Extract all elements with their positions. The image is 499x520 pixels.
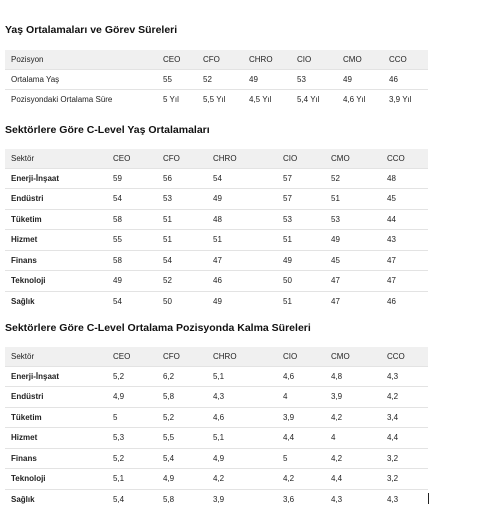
- table-cell: 5: [113, 412, 118, 422]
- table-cell: 49: [213, 194, 222, 204]
- table-cell: 3,9: [213, 495, 225, 504]
- table-cell: 5,4: [113, 495, 125, 504]
- table-cell: 5,5: [163, 433, 175, 443]
- table-cell: 4,4: [331, 474, 343, 484]
- row-label: Endüstri: [11, 392, 44, 402]
- section-title-age-and-tenure: Yaş Ortalamaları ve Görev Süreleri: [5, 24, 178, 36]
- table-cell: 51: [163, 235, 172, 245]
- column-header: CMO: [331, 351, 350, 361]
- table-row: [5, 250, 428, 271]
- table-cell: 3,9: [283, 412, 295, 422]
- table-header-row: [5, 149, 428, 168]
- column-header: CFO: [163, 351, 180, 361]
- table-cell: 47: [387, 255, 396, 265]
- sector-age-table: [5, 149, 428, 312]
- table-cell: 5,4: [163, 453, 175, 463]
- table-cell: 51: [283, 235, 292, 245]
- column-header: CCO: [387, 153, 405, 163]
- table-cell: 4,3: [387, 371, 399, 381]
- age-tenure-table: [5, 50, 428, 109]
- column-header: CEO: [113, 351, 131, 361]
- table-row: [5, 168, 428, 189]
- column-header: CCO: [389, 54, 407, 64]
- table-cell: 4,9: [113, 392, 125, 402]
- table-cell: 48: [387, 173, 396, 183]
- table-cell: 52: [331, 173, 340, 183]
- table-cell: 46: [387, 297, 396, 306]
- table-cell: 5 Yıl: [163, 94, 179, 104]
- table-cell: 53: [297, 74, 306, 84]
- row-label: Pozisyondaki Ortalama Süre: [11, 94, 113, 104]
- row-label: Endüstri: [11, 194, 44, 204]
- table-cell: 47: [331, 297, 340, 306]
- table-cell: 4,9: [213, 453, 225, 463]
- table-cell: 3,2: [387, 453, 399, 463]
- table-cell: 4,3: [331, 495, 343, 504]
- table-row: [5, 448, 428, 469]
- table-cell: 5,1: [213, 433, 225, 443]
- table-cell: 4: [283, 392, 288, 402]
- table-row: [5, 428, 428, 449]
- section-title-sector-tenure: Sektörlere Göre C-Level Ortalama Pozisyonda Kalma Süreleri: [5, 322, 311, 334]
- sector-tenure-table: [5, 347, 428, 510]
- column-header: CIO: [283, 351, 298, 361]
- table-cell: 3,9 Yıl: [389, 94, 412, 104]
- table-cell: 4,3: [213, 392, 225, 402]
- table-cell: 57: [283, 194, 292, 204]
- table-cell: 5: [283, 453, 288, 463]
- table-cell: 44: [387, 214, 396, 224]
- column-header: CMO: [343, 54, 362, 64]
- table-cell: 50: [283, 276, 292, 286]
- table-cell: 47: [387, 276, 396, 286]
- table-cell: 3,4: [387, 412, 399, 422]
- table-cell: 43: [387, 235, 396, 245]
- table-cell: 51: [331, 194, 340, 204]
- text-cursor: [428, 493, 429, 504]
- table-cell: 54: [113, 194, 122, 204]
- row-label: Finans: [11, 453, 37, 463]
- table-cell: 4,3: [387, 495, 399, 504]
- table-cell: 51: [213, 235, 222, 245]
- table-row: [5, 89, 428, 109]
- table-row: [5, 387, 428, 408]
- table-cell: 47: [331, 276, 340, 286]
- table-cell: 5,5 Yıl: [203, 94, 226, 104]
- row-label: Sağlık: [11, 495, 35, 504]
- table-cell: 3,6: [283, 495, 295, 504]
- table-cell: 5,3: [113, 433, 125, 443]
- row-label: Hizmet: [11, 433, 38, 443]
- column-header: Pozisyon: [11, 54, 44, 64]
- column-header: CIO: [283, 153, 298, 163]
- table-cell: 4,2: [331, 412, 343, 422]
- column-header: Sektör: [11, 153, 35, 163]
- table-cell: 57: [283, 173, 292, 183]
- table-cell: 51: [163, 214, 172, 224]
- column-header: CEO: [113, 153, 131, 163]
- table-cell: 55: [163, 74, 172, 84]
- table-row: [5, 271, 428, 292]
- table-cell: 49: [343, 74, 352, 84]
- table-cell: 52: [163, 276, 172, 286]
- table-cell: 49: [331, 235, 340, 245]
- table-cell: 54: [163, 255, 172, 265]
- table-cell: 4,2: [213, 474, 225, 484]
- column-header: CHRO: [213, 351, 237, 361]
- table-row: [5, 366, 428, 387]
- table-row: [5, 189, 428, 210]
- table-cell: 4,4: [283, 433, 295, 443]
- row-label: Finans: [11, 255, 37, 265]
- table-row: [5, 230, 428, 251]
- table-row: [5, 469, 428, 490]
- table-cell: 5,4 Yıl: [297, 94, 320, 104]
- column-header: CMO: [331, 153, 350, 163]
- column-header: CFO: [163, 153, 180, 163]
- table-cell: 4: [331, 433, 336, 443]
- table-cell: 46: [389, 74, 398, 84]
- table-header-row: [5, 347, 428, 366]
- table-cell: 47: [213, 255, 222, 265]
- table-cell: 4,2: [283, 474, 295, 484]
- row-label: Enerji-İnşaat: [11, 173, 60, 183]
- table-cell: 56: [163, 173, 172, 183]
- row-label: Teknoloji: [11, 474, 46, 484]
- table-cell: 49: [213, 297, 222, 306]
- table-cell: 3,2: [387, 474, 399, 484]
- table-cell: 4,5 Yıl: [249, 94, 272, 104]
- table-cell: 4,6 Yıl: [343, 94, 366, 104]
- table-cell: 5,8: [163, 392, 175, 402]
- column-header: CEO: [163, 54, 181, 64]
- table-header-row: [5, 50, 428, 69]
- table-cell: 59: [113, 173, 122, 183]
- table-cell: 58: [113, 214, 122, 224]
- table-cell: 5,2: [113, 453, 125, 463]
- table-cell: 58: [113, 255, 122, 265]
- table-cell: 4,6: [213, 412, 225, 422]
- table-row: [5, 407, 428, 428]
- column-header: CCO: [387, 351, 405, 361]
- table-cell: 45: [331, 255, 340, 265]
- table-cell: 50: [163, 297, 172, 306]
- table-cell: 51: [283, 297, 292, 306]
- table-cell: 49: [113, 276, 122, 286]
- table-cell: 4,9: [163, 474, 175, 484]
- table-cell: 4,2: [331, 453, 343, 463]
- table-cell: 54: [213, 173, 222, 183]
- table-row: [5, 209, 428, 230]
- table-cell: 5,8: [163, 495, 175, 504]
- table-cell: 49: [283, 255, 292, 265]
- table-cell: 5,1: [213, 371, 225, 381]
- row-label: Ortalama Yaş: [11, 74, 60, 84]
- table-cell: 53: [163, 194, 172, 204]
- row-label: Hizmet: [11, 235, 38, 245]
- table-cell: 5,2: [163, 412, 175, 422]
- table-cell: 4,8: [331, 371, 343, 381]
- table-cell: 53: [283, 214, 292, 224]
- column-header: CHRO: [213, 153, 237, 163]
- table-cell: 46: [213, 276, 222, 286]
- table-cell: 53: [331, 214, 340, 224]
- table-row: [5, 489, 428, 510]
- column-header: Sektör: [11, 351, 35, 361]
- column-header: CIO: [297, 54, 312, 64]
- row-label: Tüketim: [11, 412, 42, 422]
- table-cell: 4,4: [387, 433, 399, 443]
- row-label: Teknoloji: [11, 276, 46, 286]
- row-label: Enerji-İnşaat: [11, 371, 60, 381]
- table-cell: 5,1: [113, 474, 125, 484]
- row-label: Tüketim: [11, 214, 42, 224]
- table-cell: 45: [387, 194, 396, 204]
- column-header: CFO: [203, 54, 220, 64]
- table-row: [5, 291, 428, 312]
- table-cell: 54: [113, 297, 122, 306]
- table-row: [5, 69, 428, 89]
- table-cell: 48: [213, 214, 222, 224]
- table-cell: 52: [203, 74, 212, 84]
- table-cell: 49: [249, 74, 258, 84]
- row-label: Sağlık: [11, 297, 35, 306]
- table-cell: 4,2: [387, 392, 399, 402]
- table-cell: 6,2: [163, 371, 175, 381]
- table-cell: 4,6: [283, 371, 295, 381]
- table-cell: 5,2: [113, 371, 125, 381]
- section-title-sector-age: Sektörlere Göre C-Level Yaş Ortalamaları: [5, 124, 210, 136]
- table-cell: 55: [113, 235, 122, 245]
- table-cell: 3,9: [331, 392, 343, 402]
- column-header: CHRO: [249, 54, 273, 64]
